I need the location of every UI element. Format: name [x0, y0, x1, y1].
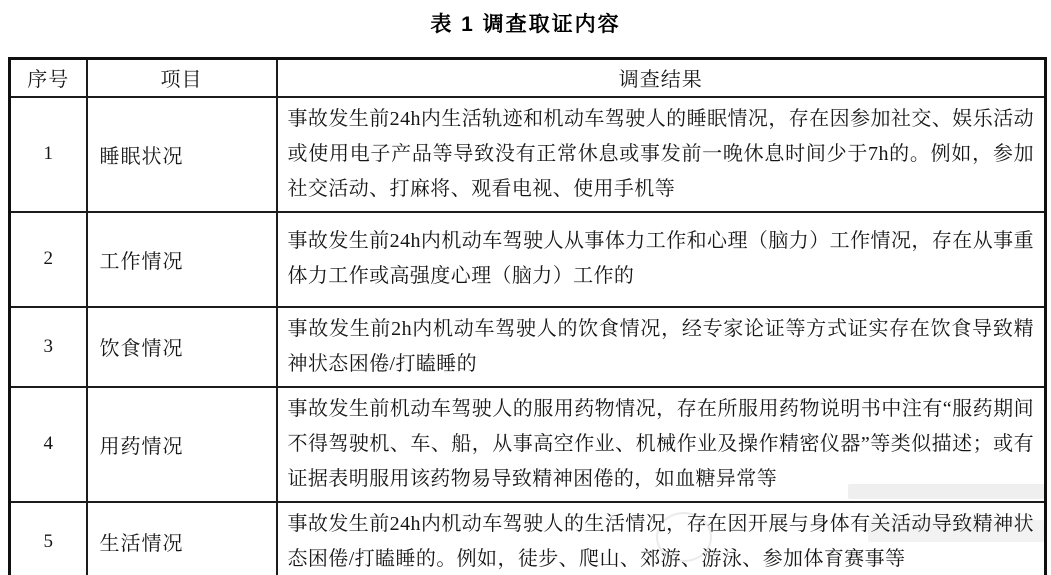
table-title: 表 1 调查取证内容	[430, 13, 621, 36]
row-result-cell: 事故发生前2h内机动车驾驶人的饮食情况，经专家论证等方式证实存在饮食导致精神状态困倦/打瞌睡的	[277, 307, 1046, 387]
col-header-result: 调查结果	[277, 59, 1046, 97]
row-item-cell: 睡眠状况	[87, 97, 277, 212]
row-result-cell: 事故发生前24h内生活轨迹和机动车驾驶人的睡眠情况，存在因参加社交、娱乐活动或使用电子产品等导致没有正常休息或事发前一晚休息时间少于7h的。例如，参加社交活动、打麻将、观看电视、使用手机等	[277, 97, 1046, 212]
col-header-index: 序号	[10, 59, 87, 97]
row-item-cell: 生活情况	[87, 502, 277, 575]
row-number-cell: 2	[10, 212, 87, 307]
row-result-cell: 事故发生前机动车驾驶人的服用药物情况，存在所服用药物说明书中注有“服药期间不得驾驶机、车、船，从事高空作业、机械作业及操作精密仪器”等类似描述；或有证据表明服用该药物易导致精神困倦的，如血糖异常等	[277, 387, 1046, 502]
row-number-cell: 5	[10, 502, 87, 575]
table-row	[10, 212, 1046, 307]
investigation-table	[8, 57, 1047, 575]
table-row	[10, 97, 1046, 212]
col-header-item: 项目	[87, 59, 277, 97]
row-result-cell: 事故发生前24h内机动车驾驶人从事体力工作和心理（脑力）工作情况，存在从事重体力工作或高强度心理（脑力）工作的	[277, 212, 1046, 307]
table-row	[10, 502, 1046, 575]
row-item-cell: 饮食情况	[87, 307, 277, 387]
table-row	[10, 387, 1046, 502]
table-row	[10, 307, 1046, 387]
row-number-cell: 1	[10, 97, 87, 212]
row-result-cell: 事故发生前24h内机动车驾驶人的生活情况，存在因开展与身体有关活动导致精神状态困倦/打瞌睡的。例如，徒步、爬山、郊游、游泳、参加体育赛事等	[277, 502, 1046, 575]
table-body	[10, 97, 1046, 575]
header-row	[10, 59, 1046, 97]
row-item-cell: 用药情况	[87, 387, 277, 502]
row-number-cell: 3	[10, 307, 87, 387]
row-number-cell: 4	[10, 387, 87, 502]
row-item-cell: 工作情况	[87, 212, 277, 307]
